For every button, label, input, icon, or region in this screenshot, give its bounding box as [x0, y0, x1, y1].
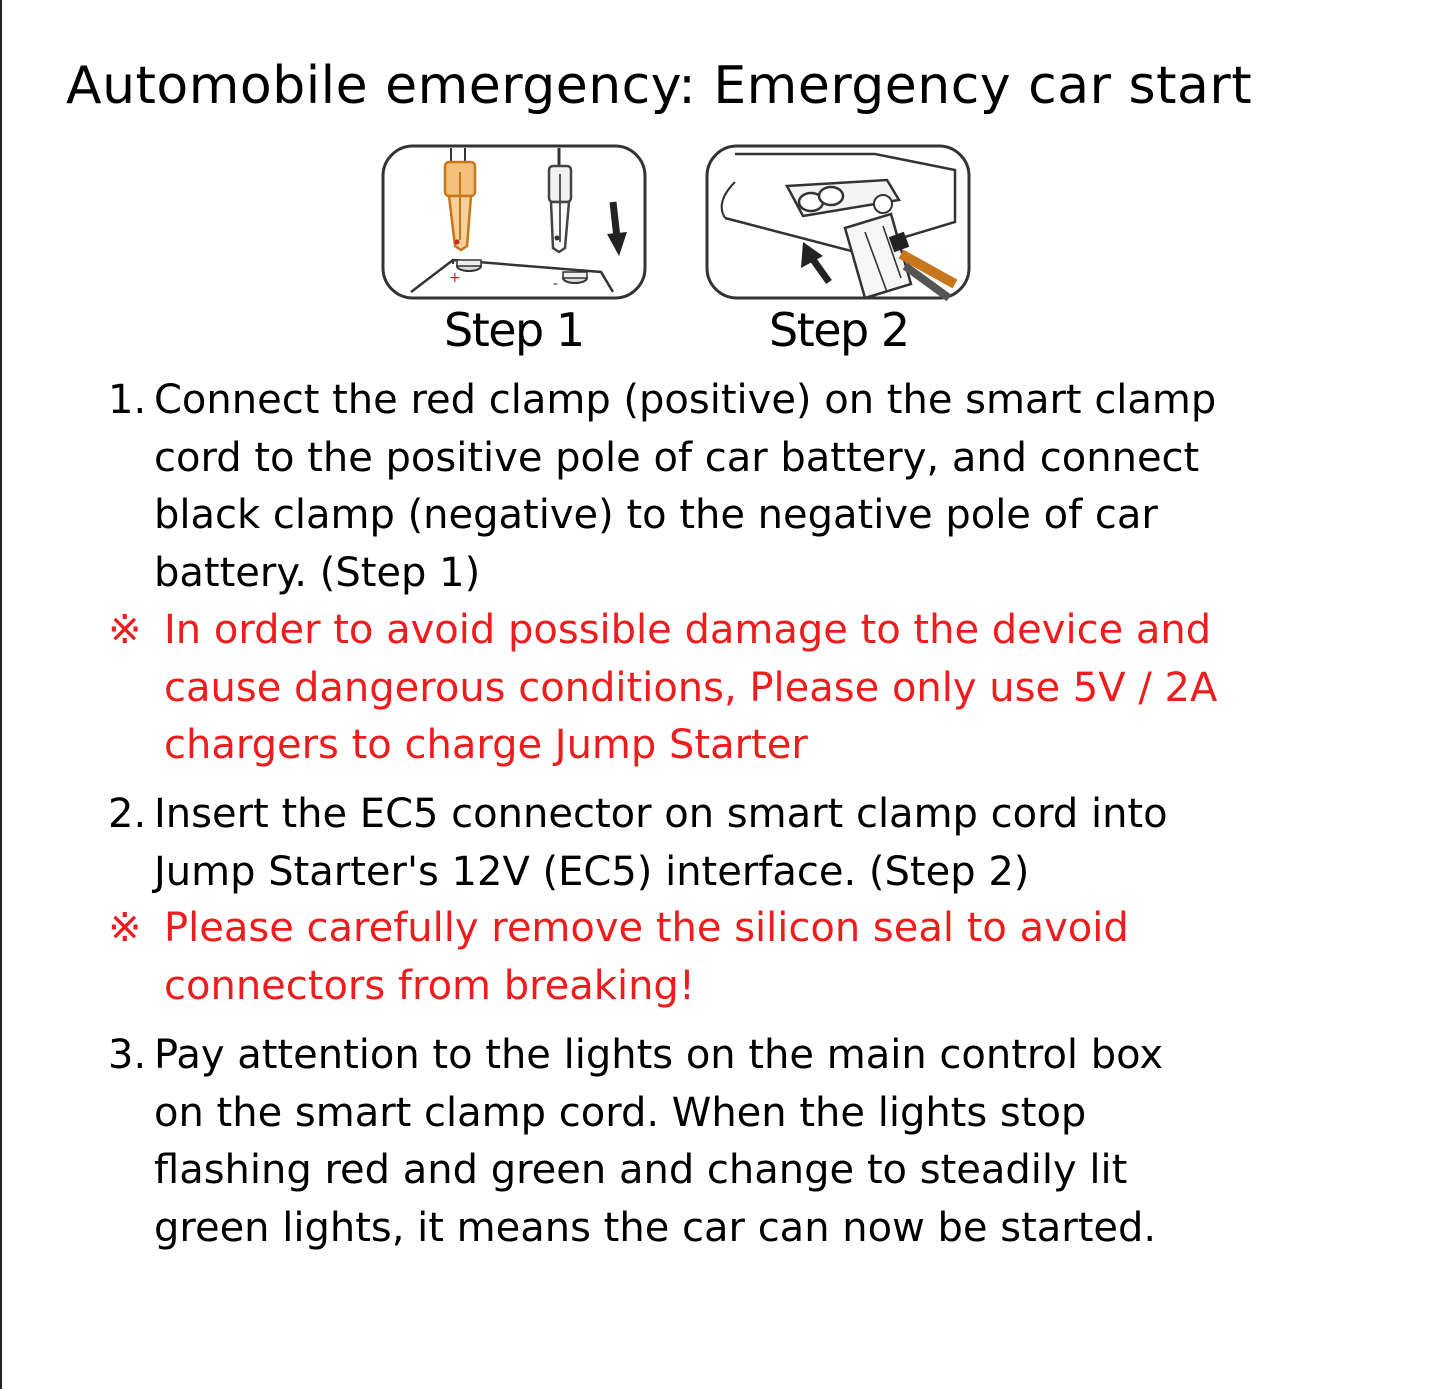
step-number: 1.	[108, 377, 147, 423]
warning-line: connectors from breaking!	[164, 962, 695, 1009]
page-border	[0, 0, 2, 1389]
step1-illustration	[381, 142, 647, 302]
instruction-line: Insert the EC5 connector on smart clamp cord into	[154, 791, 1168, 837]
instruction-3	[108, 1027, 1163, 1257]
instruction-line: Jump Starter's 12V (EC5) interface. (Step 2)	[154, 848, 1030, 895]
negative-label: -	[553, 276, 559, 292]
battery-clamps-illustration-icon	[381, 142, 647, 302]
warning-line: chargers to charge Jump Starter	[164, 722, 808, 768]
instruction-line: Connect the red clamp (positive) on the smart clamp	[154, 377, 1217, 423]
step-number: 2.	[108, 791, 147, 837]
warning-mark-icon: ※	[108, 905, 142, 951]
instruction-line: green lights, it means the car can now be started.	[154, 1204, 1157, 1251]
instruction-line: black clamp (negative) to the negative pole of car	[154, 492, 1158, 538]
page-title: Automobile emergency: Emergency car start	[66, 56, 1253, 116]
step2-illustration	[705, 142, 971, 302]
warning-mark-icon: ※	[108, 607, 142, 653]
step-number: 3.	[108, 1032, 147, 1078]
instruction-2	[108, 786, 1168, 901]
instruction-line: battery. (Step 1)	[154, 549, 481, 596]
positive-label: +	[449, 270, 461, 286]
step2-caption: Step 2	[769, 303, 909, 357]
ec5-connector-illustration-icon	[705, 142, 971, 302]
warning-silicon-seal	[108, 900, 1129, 1015]
warning-line: In order to avoid possible damage to the device and	[164, 607, 1212, 653]
instruction-line: flashing red and green and change to steadily lit	[154, 1147, 1128, 1193]
instruction-line: Pay attention to the lights on the main control box	[154, 1032, 1164, 1078]
instruction-line: on the smart clamp cord. When the lights stop	[154, 1089, 1087, 1136]
instruction-line: cord to the positive pole of car battery, and connect	[154, 434, 1200, 481]
warning-charger	[108, 602, 1217, 775]
instruction-1	[108, 372, 1216, 602]
warning-line: cause dangerous conditions, Please only use 5V / 2A	[164, 664, 1218, 711]
warning-line: Please carefully remove the silicon seal to avoid	[164, 905, 1129, 951]
step1-caption: Step 1	[444, 303, 584, 357]
